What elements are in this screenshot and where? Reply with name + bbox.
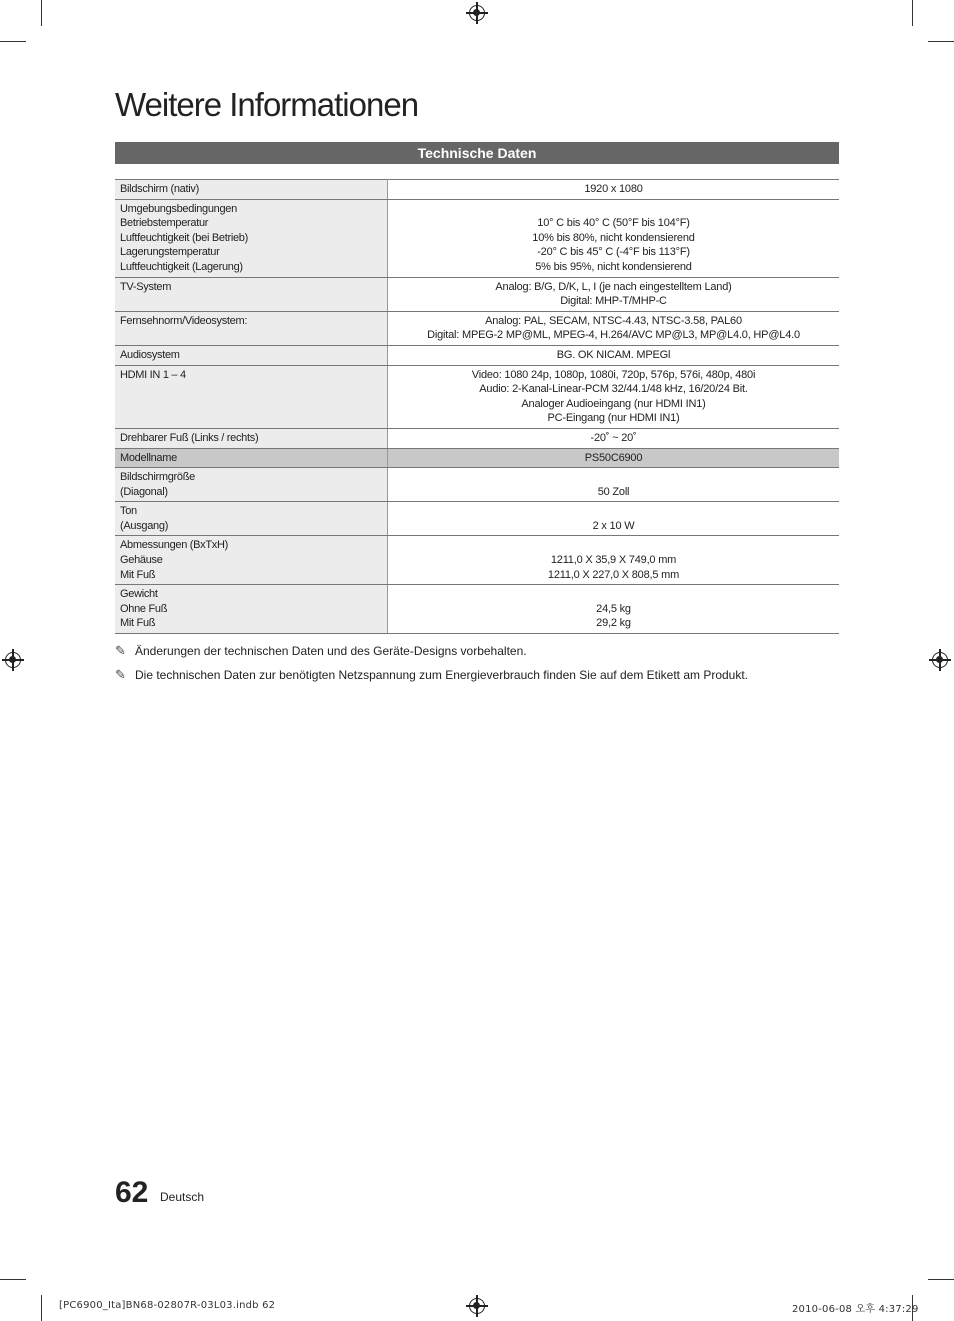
page-number: 62 [115,1176,149,1209]
crop-mark [41,1295,42,1321]
crop-mark [41,0,42,26]
spec-label-line: Bildschirm (nativ) [120,183,199,195]
spacer [393,504,834,519]
page-language: Deutsch [160,1190,205,1204]
spec-label-line: Mit Fuß [120,568,156,581]
spec-value-line: -20˚ ~ 20˚ [590,431,637,444]
spec-label-line: Gehäuse [120,554,163,567]
spec-value [388,502,840,536]
spec-value [388,277,840,311]
spec-label [115,180,388,200]
pencil-icon: ✎ [115,643,126,658]
spec-value-line: BG. OK NICAM. MPEGl [556,348,671,361]
note [115,667,748,683]
table-row [115,468,839,502]
spacer [393,202,834,217]
spec-label [115,345,388,365]
spec-label [115,448,388,468]
page-title: Weitere Informationen [115,86,419,123]
spec-label-line: (Diagonal) [120,485,168,498]
spec-value-line: Audio: 2-Kanal-Linear-PCM 32/44.1/48 kHz, 16/20/24 Bit. [479,383,748,396]
spec-value-line: Analog: PAL, SECAM, NTSC-4.43, NTSC-3.58, PAL60 [485,314,742,327]
spec-value-line: 1211,0 X 35,9 X 749,0 mm [550,554,677,567]
table-row [115,448,839,468]
spec-label-line: Fernsehnorm/Videosystem: [120,314,248,327]
spec-value-line: 10° C bis 40° C (50°F bis 104°F) [537,217,690,230]
spec-label-line: Gewicht [120,588,158,601]
table-row [115,180,839,200]
spec-label [115,277,388,311]
table-row [115,428,839,448]
spec-value [388,365,840,428]
spec-label-line: Ohne Fuß [120,602,168,615]
spec-label-line: Lagerungstemperatur [120,246,220,259]
spec-value-line: 2 x 10 W [592,519,635,532]
spec-label-line: Modellname [120,451,177,464]
spec-value-line: Digital: MPEG-2 MP@ML, MPEG-4, H.264/AVC MP@L3, MP@L4.0, HP@L4.0 [427,329,800,342]
spec-label-line: Luftfeuchtigkeit (Lagerung) [120,260,243,273]
spec-value-line: 24,5 kg [596,602,631,615]
spec-label-line: Audiosystem [120,348,180,361]
spec-label-line: Bildschirmgröße [120,471,195,484]
spec-value [388,180,840,200]
spacer [393,470,834,485]
spec-value-line: 29,2 kg [596,617,631,630]
spec-value-line: 10% bis 80%, nicht kondensierend [532,231,695,244]
spacer [393,587,834,602]
note [115,643,527,659]
spec-value-line: -20° C bis 45° C (-4°F bis 113°F) [537,246,690,259]
section-header [115,142,839,164]
table-row [115,365,839,428]
note-text: Änderungen der technischen Daten und des Geräte-Designs vorbehalten. [135,644,527,658]
spec-value-line: Video: 1080 24p, 1080p, 1080i, 720p, 576p, 576i, 480p, 480i [471,368,756,381]
spec-label [115,502,388,536]
spec-label [115,536,388,585]
spec-label [115,585,388,634]
spec-value-line: Analoger Audioeingang (nur HDMI IN1) [521,397,706,410]
spec-value-line: Analog: B/G, D/K, L, I (je nach eingestelltem Land) [495,280,732,293]
spec-label [115,311,388,345]
table-row [115,345,839,365]
specifications-table [115,179,839,634]
spec-value [388,448,840,468]
table-row [115,536,839,585]
crop-mark [928,41,954,42]
footer-timestamp: 2010-06-08 오후 4:37:29 [792,1304,919,1315]
crop-mark [928,1279,954,1280]
table-row [115,277,839,311]
spec-value [388,468,840,502]
spec-value [388,345,840,365]
spec-label [115,199,388,277]
spec-label [115,428,388,448]
registration-mark-icon [5,652,21,668]
spacer [393,538,834,553]
crop-mark [0,1279,26,1280]
table-row [115,585,839,634]
table-row [115,199,839,277]
pencil-icon: ✎ [115,667,126,682]
spec-value-line: 1920 x 1080 [584,183,643,195]
spec-value [388,428,840,448]
table-row [115,502,839,536]
table-row [115,311,839,345]
crop-mark [912,0,913,26]
spec-value-line: 1211,0 X 227,0 X 808,5 mm [547,568,680,581]
spec-value [388,536,840,585]
spec-label-line: Drehbarer Fuß (Links / rechts) [120,431,259,444]
spec-value-line: Digital: MHP-T/MHP-C [560,295,667,308]
spec-label-line: Luftfeuchtigkeit (bei Betrieb) [120,231,248,244]
spec-value-line: PC-Eingang (nur HDMI IN1) [547,412,680,425]
spec-label-line: (Ausgang) [120,519,169,532]
spec-value [388,585,840,634]
spec-value [388,199,840,277]
spec-label-line: HDMI IN 1 – 4 [120,368,186,381]
spec-value-line: PS50C6900 [584,451,643,464]
spec-label-line: Betriebstemperatur [120,217,209,230]
spec-label-line: Umgebungsbedingungen [120,202,237,215]
registration-mark-icon [469,5,485,21]
crop-mark [0,41,26,42]
registration-mark-icon [469,1298,485,1314]
spec-label [115,365,388,428]
spec-label-line: Mit Fuß [120,617,156,630]
registration-mark-icon [932,652,948,668]
note-text: Die technischen Daten zur benötigten Netzspannung zum Energieverbrauch finden Sie auf dem Etikett am Produkt. [135,668,749,682]
spec-value [388,311,840,345]
footer-file: [PC6900_Ita]BN68-02807R-03L03.indb 62 [59,1300,276,1311]
spec-label-line: Ton [120,505,137,518]
spec-value-line: 5% bis 95%, nicht kondensierend [535,260,692,273]
spec-label-line: TV-System [120,280,172,293]
spec-value-line: 50 Zoll [597,485,630,498]
section-title: Technische Daten [417,145,537,161]
spec-label-line: Abmessungen (BxTxH) [120,539,229,552]
spec-label [115,468,388,502]
